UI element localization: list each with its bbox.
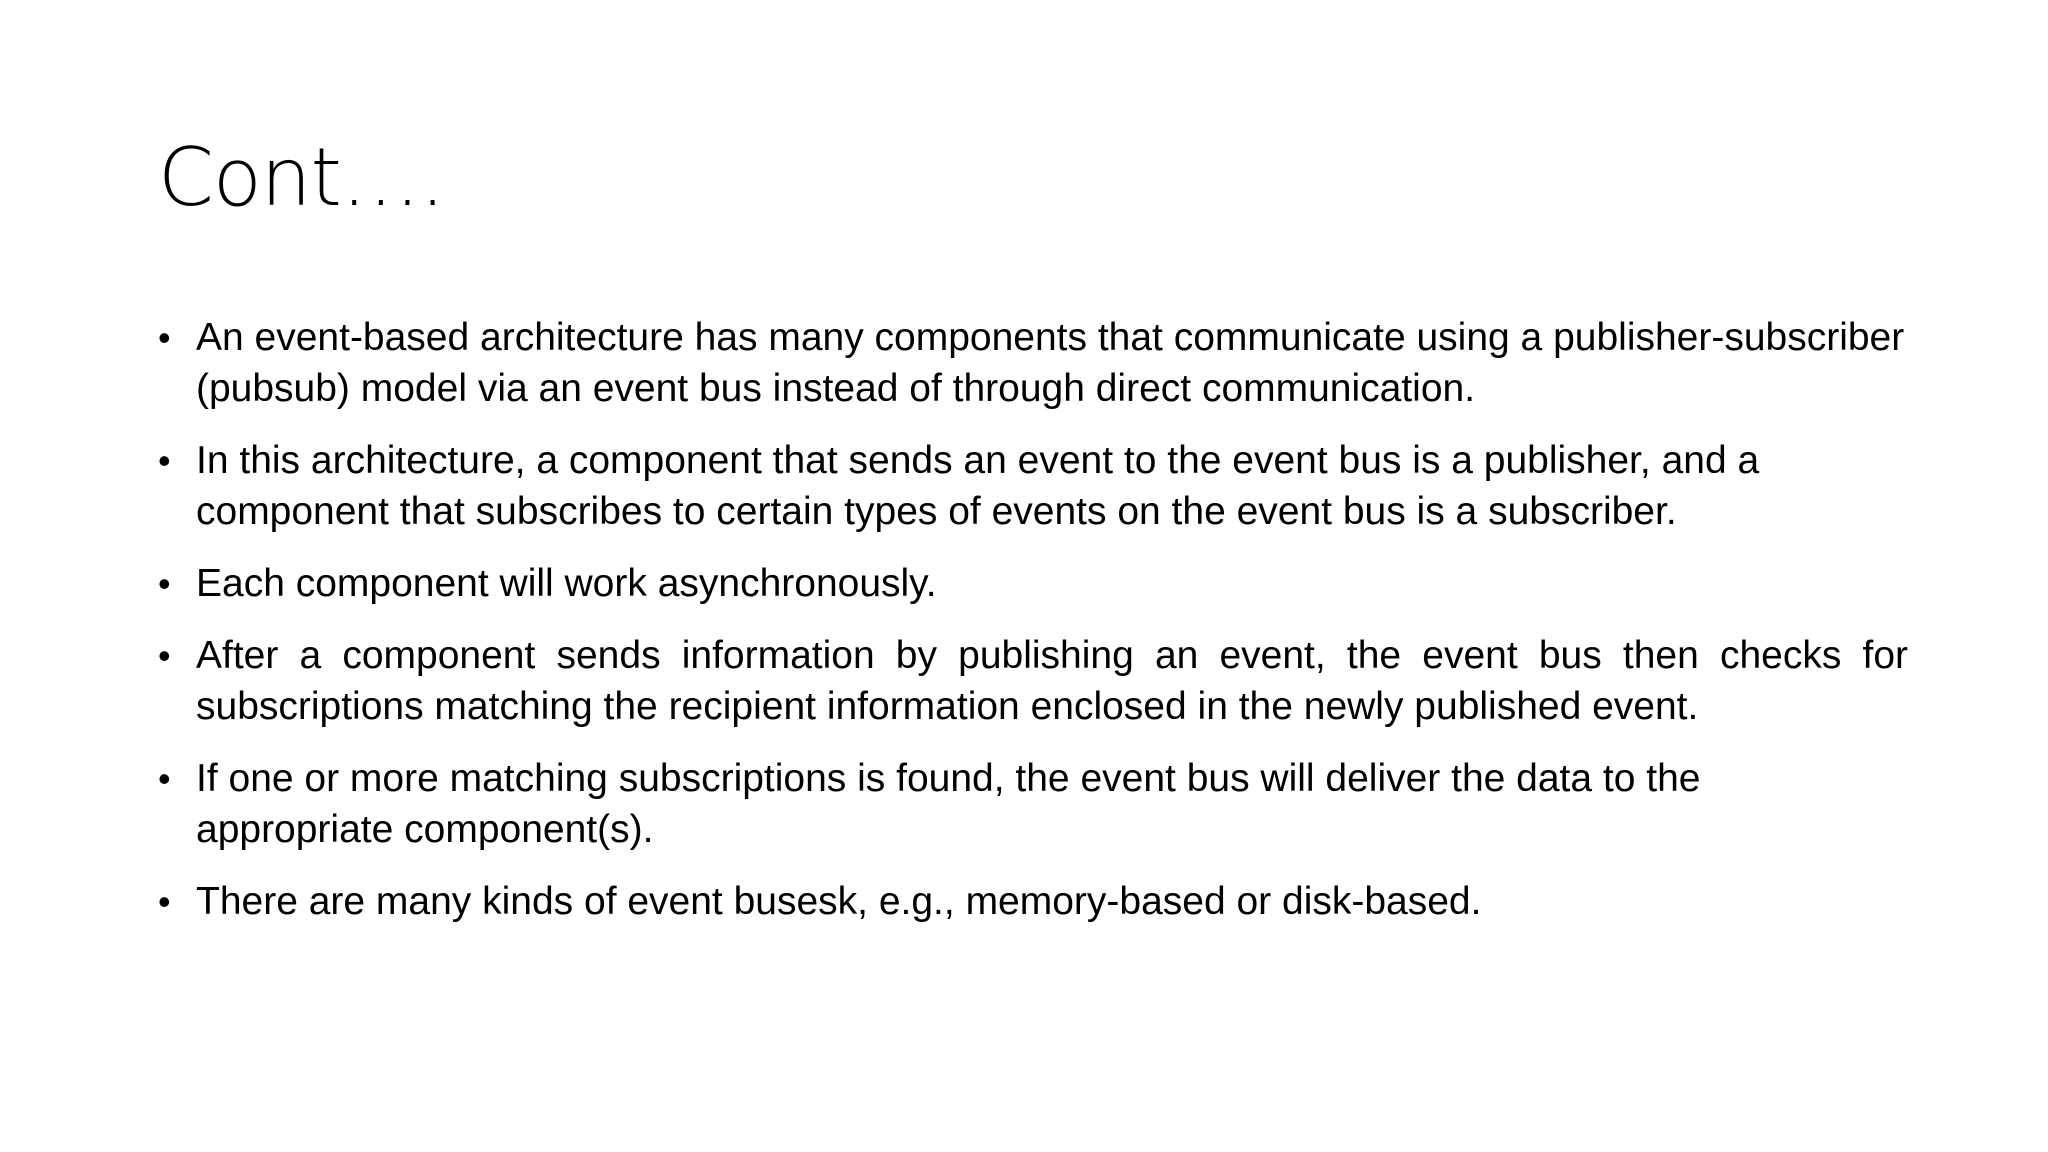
list-item: [158, 312, 1908, 414]
bullet-text: After a component sends information by publishing an event, the event bus then checks for subscriptions matching the recipient information enclosed in the newly published event.: [196, 634, 1908, 728]
bullet-text: There are many kinds of event busesk, e.g., memory-based or disk-based.: [196, 880, 1482, 923]
bullet-icon: •: [158, 758, 171, 799]
bullet-text: If one or more matching subscriptions is found, the event bus will deliver the data to the appropriate component(s).: [196, 757, 1701, 851]
bullet-icon: •: [158, 881, 171, 922]
list-item: [158, 753, 1908, 855]
bullet-text: Each component will work asynchronously.: [196, 562, 937, 605]
bullet-list: [158, 312, 1908, 948]
bullet-text: In this architecture, a component that sends an event to the event bus is a publisher, and a component that subscribes to certain types of events on the event bus is a subscriber.: [196, 439, 1760, 533]
bullet-text: An event-based architecture has many components that communicate using a publisher-subscriber (pubsub) model via an event bus instead of through direct communication.: [196, 316, 1905, 410]
bullet-icon: •: [158, 440, 171, 481]
bullet-icon: •: [158, 635, 171, 676]
list-item: [158, 876, 1908, 927]
bullet-icon: •: [158, 563, 171, 604]
list-item: [158, 558, 1908, 609]
bullet-icon: •: [158, 317, 171, 358]
slide-title: Cont….: [158, 131, 445, 224]
list-item: [158, 630, 1908, 732]
list-item: [158, 435, 1908, 537]
